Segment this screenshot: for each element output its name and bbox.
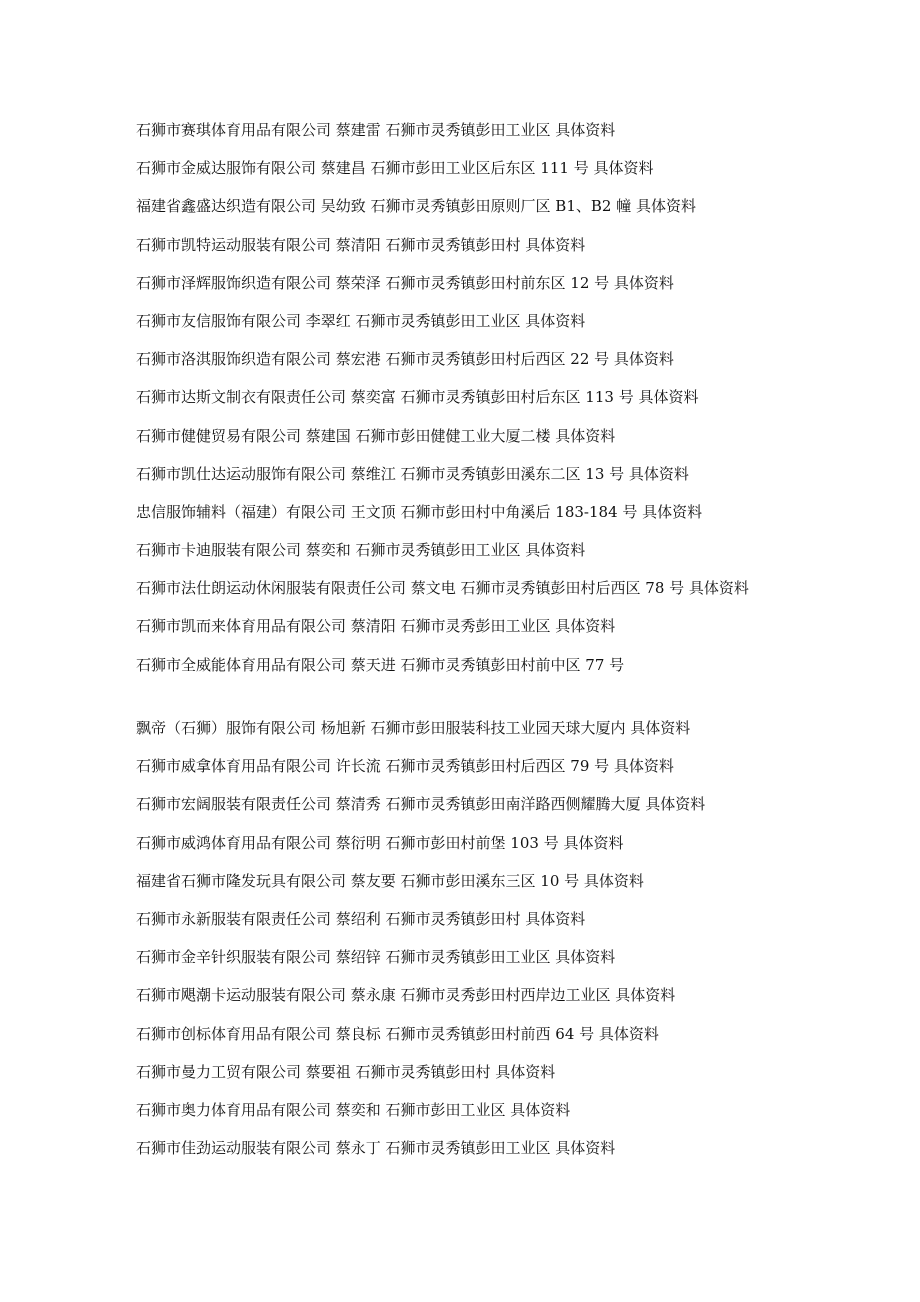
list-item: 石狮市宏阔服装有限责任公司 蔡清秀 石狮市灵秀镇彭田南洋路西侧耀腾大厦 具体资料 — [136, 795, 706, 814]
list-item: 石狮市佳劲运动服装有限公司 蔡永丁 石狮市灵秀镇彭田工业区 具体资料 — [136, 1139, 616, 1158]
list-item: 石狮市威拿体育用品有限公司 许长流 石狮市灵秀镇彭田村后西区 79 号 具体资料 — [136, 757, 674, 776]
list-item: 石狮市友信服饰有限公司 李翠红 石狮市灵秀镇彭田工业区 具体资料 — [136, 311, 586, 330]
list-item: 石狮市赛琪体育用品有限公司 蔡建雷 石狮市灵秀镇彭田工业区 具体资料 — [136, 121, 616, 139]
list-item: 石狮市凯仕达运动服饰有限公司 蔡维江 石狮市灵秀镇彭田溪东二区 13 号 具体资料 — [136, 464, 689, 483]
list-item: 石狮市全威能体育用品有限公司 蔡天进 石狮市灵秀镇彭田村前中区 77 号 — [136, 655, 625, 674]
list-item: 石狮市创标体育用品有限公司 蔡良标 石狮市灵秀镇彭田村前西 64 号 具体资料 — [136, 1024, 659, 1043]
list-item: 石狮市飓潮卡运动服装有限公司 蔡永康 石狮市灵秀彭田村西岸边工业区 具体资料 — [136, 986, 676, 1005]
list-item: 福建省石狮市隆发玩具有限公司 蔡友要 石狮市彭田溪东三区 10 号 具体资料 — [136, 871, 644, 890]
list-item: 石狮市永新服装有限责任公司 蔡绍利 石狮市灵秀镇彭田村 具体资料 — [136, 909, 586, 928]
list-item: 石狮市曼力工贸有限公司 蔡要祖 石狮市灵秀镇彭田村 具体资料 — [136, 1062, 556, 1081]
list-item: 忠信服饰辅料（福建）有限公司 王文顶 石狮市彭田村中角溪后 183-184 号 具体资料 — [136, 502, 703, 521]
list-item: 石狮市达斯文制衣有限责任公司 蔡奕富 石狮市灵秀镇彭田村后东区 113 号 具体资料 — [136, 388, 699, 407]
list-item: 石狮市洛淇服饰织造有限公司 蔡宏港 石狮市灵秀镇彭田村后西区 22 号 具体资料 — [136, 350, 674, 369]
list-item: 石狮市泽辉服饰织造有限公司 蔡荣泽 石狮市灵秀镇彭田村前东区 12 号 具体资料 — [136, 273, 674, 292]
company-list-block-2 — [136, 716, 876, 1174]
list-item: 石狮市凯而来体育用品有限公司 蔡清阳 石狮市灵秀彭田工业区 具体资料 — [136, 617, 616, 636]
list-item: 石狮市奥力体育用品有限公司 蔡奕和 石狮市彭田工业区 具体资料 — [136, 1100, 571, 1119]
list-item: 石狮市凯特运动服装有限公司 蔡清阳 石狮市灵秀镇彭田村 具体资料 — [136, 235, 586, 254]
list-item: 石狮市健健贸易有限公司 蔡建国 石狮市彭田健健工业大厦二楼 具体资料 — [136, 426, 616, 445]
list-item: 飘帝（石狮）服饰有限公司 杨旭新 石狮市彭田服装科技工业园天球大厦内 具体资料 — [136, 719, 691, 737]
company-list-block-1 — [136, 118, 876, 691]
list-item: 石狮市金辛针织服装有限公司 蔡绍锌 石狮市灵秀镇彭田工业区 具体资料 — [136, 948, 616, 967]
list-item: 石狮市卡迪服装有限公司 蔡奕和 石狮市灵秀镇彭田工业区 具体资料 — [136, 541, 586, 560]
list-item: 石狮市金威达服饰有限公司 蔡建昌 石狮市彭田工业区后东区 111 号 具体资料 — [136, 159, 654, 178]
list-item: 石狮市法仕朗运动休闲服装有限责任公司 蔡文电 石狮市灵秀镇彭田村后西区 78 号 具体资料 — [136, 579, 749, 598]
list-item: 石狮市威鸿体育用品有限公司 蔡衍明 石狮市彭田村前堡 103 号 具体资料 — [136, 833, 624, 852]
list-item: 福建省鑫盛达织造有限公司 吴幼致 石狮市灵秀镇彭田原则厂区 B1、B2 幢 具体资料 — [136, 197, 696, 216]
